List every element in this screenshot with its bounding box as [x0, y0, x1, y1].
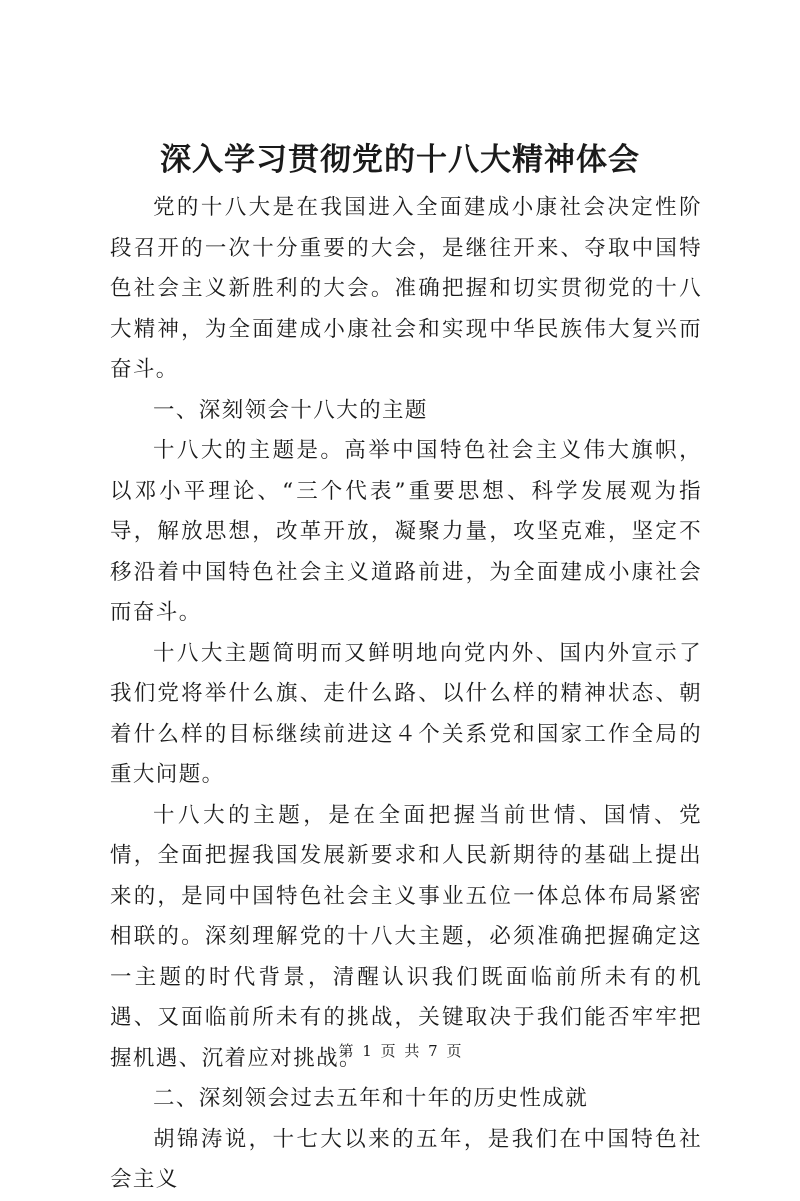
intro-paragraph: 党的十八大是在我国进入全面建成小康社会决定性阶段召开的一次十分重要的大会，是继往开来、夺取中国特色社会主义新胜利的大会。准确把握和切实贯彻党的十八大精神，为全面建成小康社会和实现中华民族伟大复兴而奋斗。 [110, 195, 702, 382]
theme-paragraph: 十八大的主题是。高举中国特色社会主义伟大旗帜，以邓小平理论、“三个代表”重要思想、科学发展观为指导，解放思想，改革开放，凝聚力量，攻坚克难，坚定不移沿着中国特色社会主义道路前进，为全面建成小康社会而奋斗。 [110, 438, 702, 625]
theme-explanation-paragraph: 十八大主题简明而又鲜明地向党内外、国内外宣示了我们党将举什么旗、走什么路、以什么样的精神状态、朝着什么样的目标继续前进这４个关系党和国家工作全局的重大问题。 [110, 640, 702, 787]
page-footer: 第 1 页 共 7 页 [338, 1042, 462, 1060]
document-title: 深入学习贯彻党的十八大精神体会 [160, 142, 640, 178]
theme-background-paragraph: 十八大的主题，是在全面把握当前世情、国情、党情，全面把握我国发展新要求和人民新期待的基础上提出来的，是同中国特色社会主义事业五位一体总体布局紧密相联的。深刻理解党的十八大主题，必须准确把握确定这一主题的时代背景，清醒认识我们既面临前所未有的机遇、又面临前所未有的挑战，关键取决于我们能否牢牢把握机遇、沉着应对挑战。 [110, 802, 702, 1071]
achievements-paragraph: 胡锦涛说，十七大以来的五年，是我们在中国特色社会主义 [110, 1126, 702, 1192]
section-heading-1: 一、深刻领会十八大的主题 [153, 397, 428, 423]
section-heading-2: 二、深刻领会过去五年和十年的历史性成就 [153, 1086, 589, 1111]
